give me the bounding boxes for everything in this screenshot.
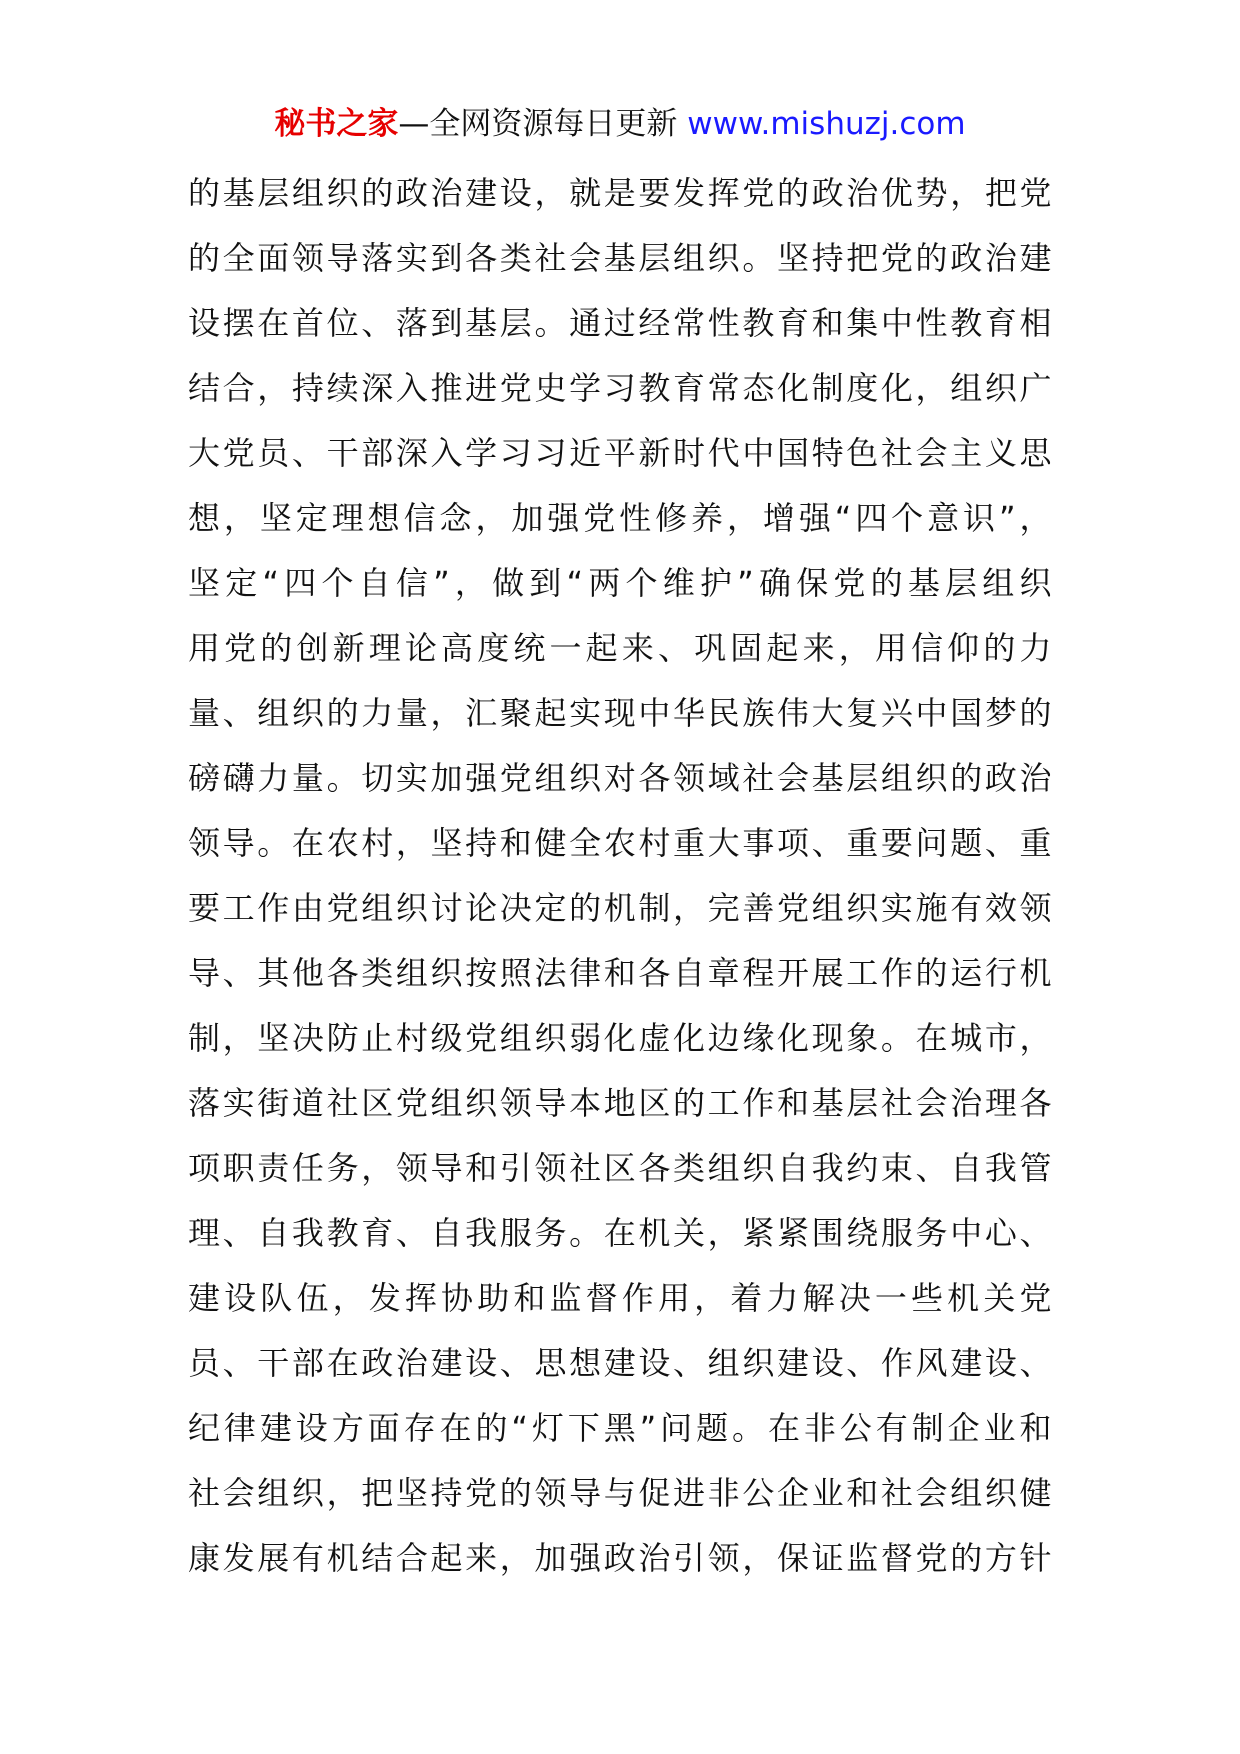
- body-text-line: 领导。在农村，坚持和健全农村重大事项、重要问题、重: [188, 824, 1052, 862]
- body-text-line: 坚定“四个自信”，做到“两个维护”确保党的基层组织: [188, 564, 1052, 602]
- body-text-line: 的基层组织的政治建设，就是要发挥党的政治优势，把党: [188, 174, 1052, 212]
- body-text-line: 设摆在首位、落到基层。通过经常性教育和集中性教育相: [188, 304, 1052, 342]
- page-header: [0, 102, 1240, 146]
- header-slogan: —全网资源每日更新: [398, 106, 688, 142]
- body-text-line: 社会组织，把坚持党的领导与促进非公企业和社会组织健: [188, 1474, 1052, 1512]
- body-text-line: 落实街道社区党组织领导本地区的工作和基层社会治理各: [188, 1084, 1052, 1122]
- body-paragraph: [188, 161, 1052, 1591]
- body-text-line: 制，坚决防止村级党组织弱化虚化边缘化现象。在城市，: [188, 1019, 1052, 1057]
- body-text-line: 量、组织的力量，汇聚起实现中华民族伟大复兴中国梦的: [188, 694, 1052, 732]
- body-text-line: 纪律建设方面存在的“灯下黑”问题。在非公有制企业和: [188, 1409, 1052, 1447]
- body-text-line: 大党员、干部深入学习习近平新时代中国特色社会主义思: [188, 434, 1052, 472]
- body-text-line: 的全面领导落实到各类社会基层组织。坚持把党的政治建: [188, 239, 1052, 277]
- body-text-line: 导、其他各类组织按照法律和各自章程开展工作的运行机: [188, 954, 1052, 992]
- body-text-line: 想，坚定理想信念，加强党性修养，增强“四个意识”，: [188, 499, 1052, 537]
- body-text-line: 用党的创新理论高度统一起来、巩固起来，用信仰的力: [188, 629, 1052, 667]
- body-text-line: 磅礴力量。切实加强党组织对各领域社会基层组织的政治: [188, 759, 1052, 797]
- body-text-line: 理、自我教育、自我服务。在机关，紧紧围绕服务中心、: [188, 1214, 1052, 1252]
- header-url-link[interactable]: www.mishuzj.com: [687, 106, 966, 142]
- body-text-line: 建设队伍，发挥协助和监督作用，着力解决一些机关党: [188, 1279, 1052, 1317]
- body-text-line: 康发展有机结合起来，加强政治引领，保证监督党的方针: [188, 1539, 1052, 1577]
- body-text-line: 要工作由党组织讨论决定的机制，完善党组织实施有效领: [188, 889, 1052, 927]
- body-text-line: 项职责任务，领导和引领社区各类组织自我约束、自我管: [188, 1149, 1052, 1187]
- body-text-line: 结合，持续深入推进党史学习教育常态化制度化，组织广: [188, 369, 1052, 407]
- body-text-line: 员、干部在政治建设、思想建设、组织建设、作风建设、: [188, 1344, 1052, 1382]
- header-brand: 秘书之家: [274, 106, 399, 142]
